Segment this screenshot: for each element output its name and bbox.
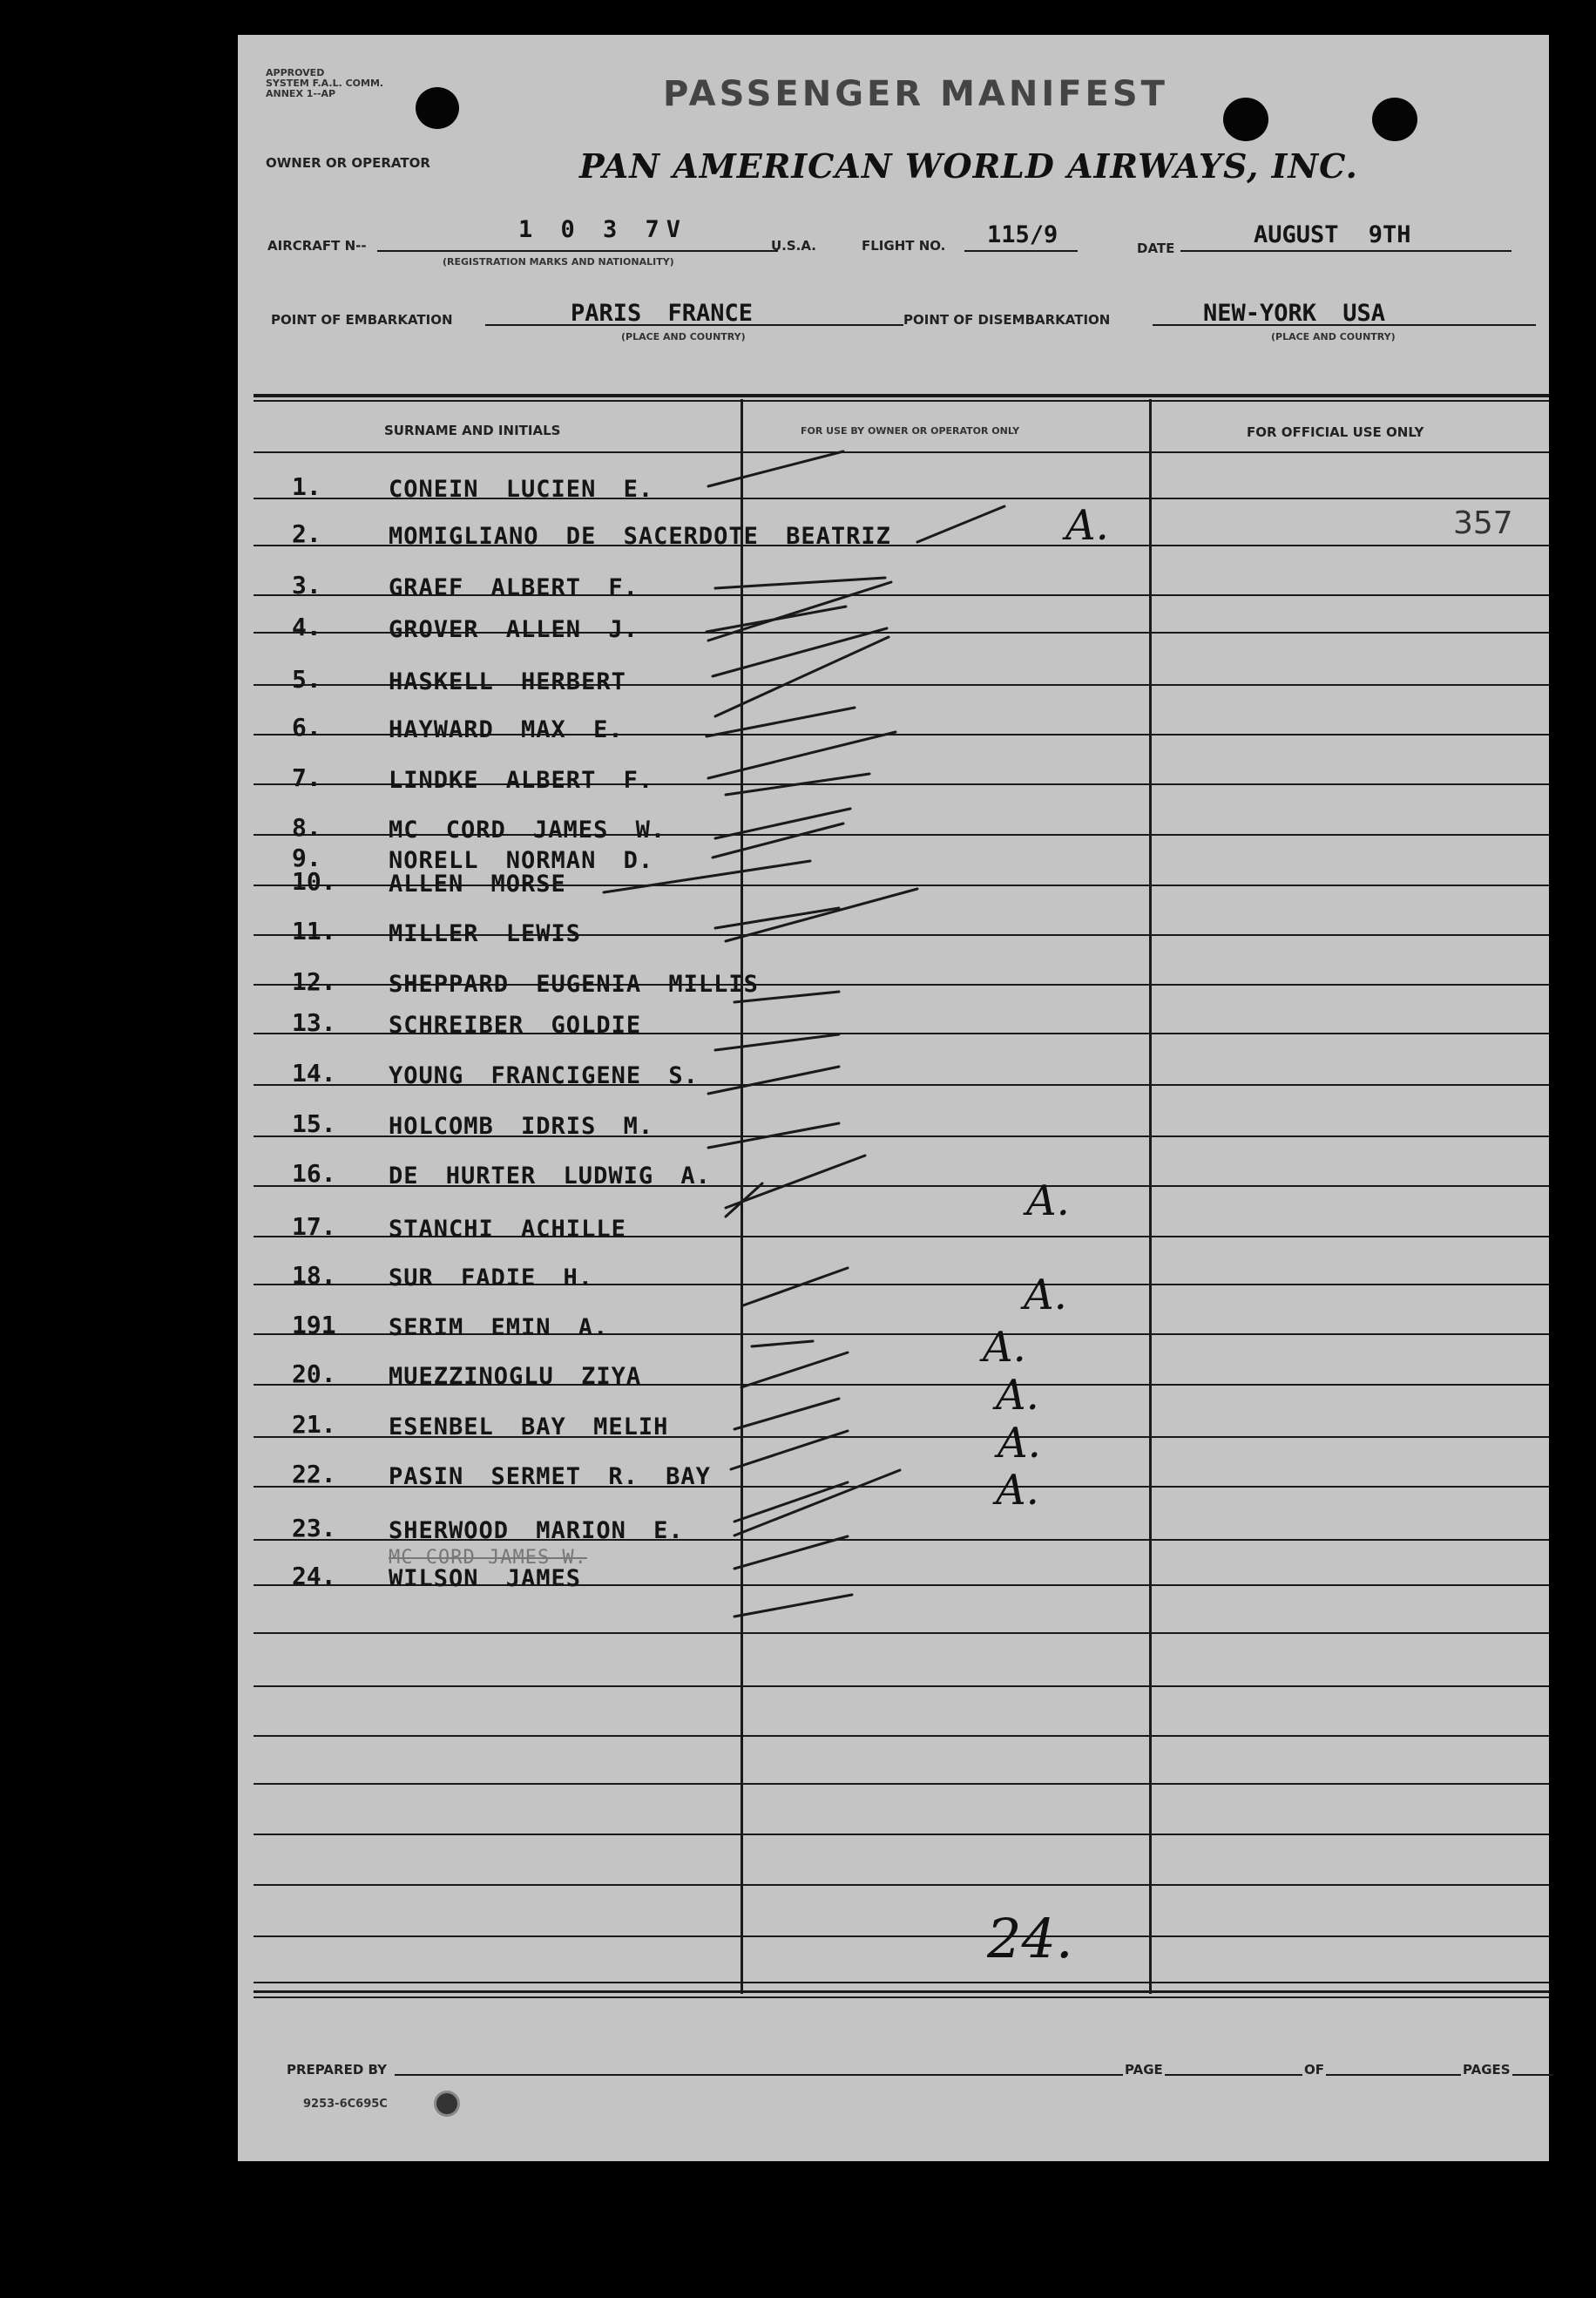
- row-number: 7.: [292, 763, 321, 792]
- row-number: 2.: [292, 519, 321, 548]
- passenger-name: SHEPPARD EUGENIA MILLIS: [389, 971, 759, 998]
- aircraft-value: 1 0 3 7V: [518, 216, 688, 243]
- date-value: AUGUST 9TH: [1254, 221, 1411, 248]
- flight-label: FLIGHT NO.: [862, 238, 946, 254]
- handwritten-mark: A.: [996, 1371, 1039, 1420]
- approval-line: APPROVED: [266, 67, 325, 78]
- passenger-name: LINDKE ALBERT F.: [389, 767, 654, 794]
- table-bottom-rule: [254, 1996, 1549, 1998]
- company-name: PAN AMERICAN WORLD AIRWAYS, INC.: [579, 146, 1358, 186]
- handwritten-mark: A.: [1024, 1271, 1067, 1319]
- of-label: OF: [1304, 2062, 1324, 2078]
- row-number: 23.: [292, 1514, 336, 1542]
- form-code: 9253-6C695C: [303, 2098, 388, 2111]
- passenger-name: MOMIGLIANO DE SACERDOTE BEATRIZ: [389, 523, 891, 550]
- embark-label: POINT OF EMBARKATION: [271, 312, 453, 328]
- passenger-name: ALLEN MORSE: [389, 871, 566, 898]
- handwritten-mark: A.: [996, 1466, 1039, 1515]
- approval-line: ANNEX 1--AP: [266, 88, 336, 99]
- passenger-name: MC CORD JAMES W.: [389, 817, 666, 844]
- handwritten-mark: A.: [983, 1323, 1026, 1372]
- manifest-page: [238, 35, 1549, 2161]
- passenger-name: PASIN SERMET R. BAY: [389, 1463, 711, 1490]
- row-number: 3.: [292, 571, 321, 600]
- embark-caption: (PLACE AND COUNTRY): [621, 331, 746, 342]
- row-number: 8.: [292, 813, 321, 842]
- owner-label: OWNER OR OPERATOR: [266, 155, 430, 171]
- row-number: 22.: [292, 1460, 336, 1488]
- passenger-name: SUR FADIE H.: [389, 1264, 594, 1291]
- passenger-name: HOLCOMB IDRIS M.: [389, 1113, 654, 1140]
- passenger-name: SCHREIBER GOLDIE: [389, 1012, 642, 1039]
- row-number: 15.: [292, 1109, 336, 1138]
- passenger-name: YOUNG FRANCIGENE S.: [389, 1062, 699, 1089]
- flight-value: 115/9: [987, 221, 1058, 248]
- passenger-name: GROVER ALLEN J.: [389, 616, 639, 643]
- printer-seal-icon: [434, 2091, 460, 2117]
- handwritten-mark: A.: [1065, 501, 1109, 550]
- row-number: 14.: [292, 1059, 336, 1088]
- prepared-label: PREPARED BY: [287, 2062, 387, 2078]
- disembark-value: NEW-YORK USA: [1203, 300, 1386, 327]
- handwritten-mark: A.: [1026, 1176, 1070, 1225]
- handwritten-total: 24.: [987, 1907, 1073, 1970]
- passenger-name: HAYWARD MAX E.: [389, 716, 624, 743]
- passenger-name: WILSON JAMES: [389, 1565, 582, 1592]
- row-number: 20.: [292, 1359, 336, 1388]
- row-number: 16.: [292, 1159, 336, 1188]
- row-number: 4.: [292, 613, 321, 641]
- struck-entry: MC CORD JAMES W.: [389, 1547, 587, 1569]
- official-note: 357: [1453, 505, 1513, 541]
- row-number: 10.: [292, 867, 336, 896]
- pages-label: PAGES: [1463, 2062, 1511, 2078]
- passenger-name: HASKELL HERBERT: [389, 668, 626, 695]
- row-number: 11.: [292, 917, 336, 946]
- table-bottom-rule: [254, 1990, 1549, 1993]
- row-number: 1.: [292, 472, 321, 501]
- passenger-name: NORELL NORMAN D.: [389, 847, 654, 874]
- handwritten-mark: A.: [998, 1419, 1041, 1468]
- embark-value: PARIS FRANCE: [571, 300, 754, 327]
- row-number: 17.: [292, 1212, 336, 1241]
- date-label: DATE: [1137, 241, 1175, 256]
- disembark-label: POINT OF DISEMBARKATION: [903, 312, 1111, 328]
- passenger-name: SERIM EMIN A.: [389, 1314, 609, 1341]
- row-number: 24.: [292, 1562, 336, 1590]
- usa-label: U.S.A.: [771, 238, 816, 254]
- row-number: 9.: [292, 844, 321, 872]
- passenger-name: DE HURTER LUDWIG A.: [389, 1163, 711, 1190]
- page-label: PAGE: [1125, 2062, 1163, 2078]
- column-header-surname: SURNAME AND INITIALS: [384, 423, 561, 438]
- column-header-operator: FOR USE BY OWNER OR OPERATOR ONLY: [801, 425, 1020, 437]
- aircraft-label: AIRCRAFT N--: [267, 238, 367, 254]
- row-number: 191: [292, 1311, 336, 1339]
- page-title: PASSENGER MANIFEST: [663, 74, 1168, 114]
- passenger-name: ESENBEL BAY MELIH: [389, 1413, 669, 1440]
- row-number: 13.: [292, 1008, 336, 1037]
- column-header-official: FOR OFFICIAL USE ONLY: [1247, 424, 1424, 440]
- row-number: 12.: [292, 967, 336, 996]
- passenger-name: SHERWOOD MARION E.: [389, 1517, 684, 1544]
- passenger-name: MUEZZINOGLU ZIYA: [389, 1363, 642, 1390]
- approval-line: SYSTEM F.A.L. COMM.: [266, 78, 384, 89]
- disembark-caption: (PLACE AND COUNTRY): [1271, 331, 1396, 342]
- passenger-name: CONEIN LUCIEN E.: [389, 476, 654, 503]
- passenger-name: MILLER LEWIS: [389, 920, 582, 947]
- row-number: 18.: [292, 1261, 336, 1290]
- passenger-name: GRAEF ALBERT F.: [389, 574, 639, 601]
- prepared-underline: [395, 2074, 1553, 2076]
- row-number: 5.: [292, 665, 321, 694]
- handwritten-ticks: [238, 35, 1549, 2161]
- row-number: 21.: [292, 1410, 336, 1439]
- aircraft-caption: (REGISTRATION MARKS AND NATIONALITY): [443, 256, 674, 268]
- passenger-name: STANCHI ACHILLE: [389, 1216, 626, 1243]
- row-number: 6.: [292, 713, 321, 742]
